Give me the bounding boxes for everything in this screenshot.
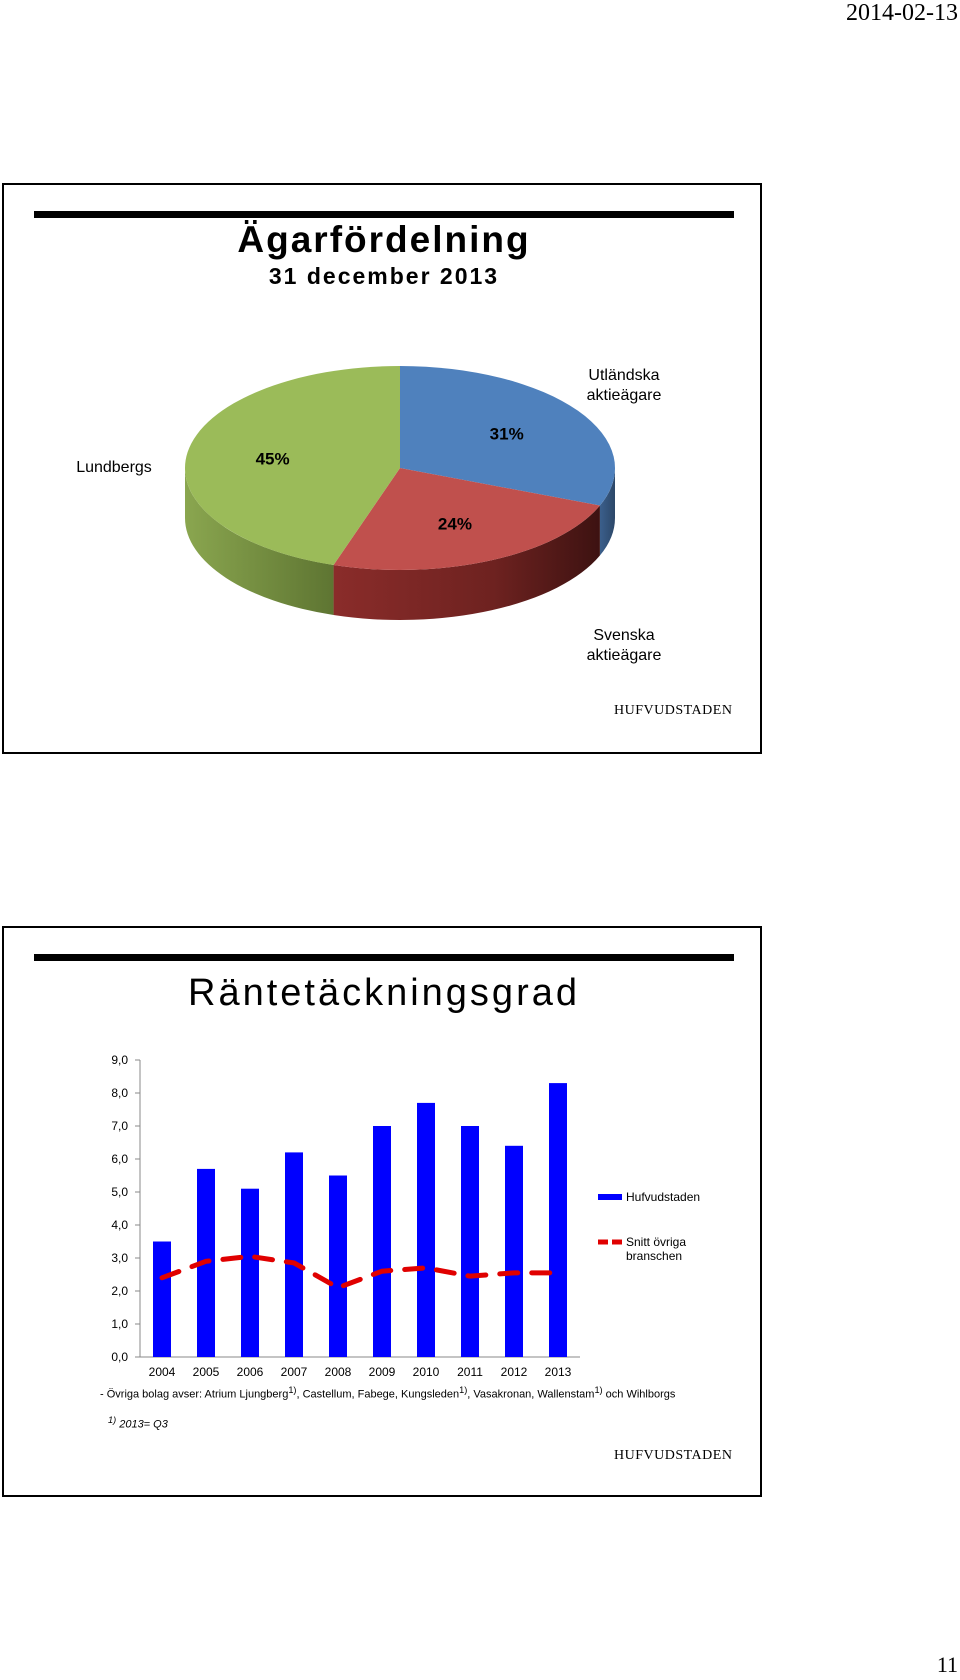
x-tick-label: 2008 (324, 1365, 352, 1379)
bar-hufvudstaden-2011 (461, 1126, 479, 1357)
slice-lundbergs-value-label: 45% (255, 449, 290, 469)
slide-interest-coverage (2, 926, 762, 1497)
x-tick-label: 2011 (457, 1365, 483, 1379)
chart-note: $^{1)}$ 2013= Q3 (108, 1415, 168, 1431)
x-tick-label: 2004 (148, 1365, 176, 1379)
slide-title: Räntetäckningsgrad (188, 972, 580, 1014)
y-tick-label: 1,0 (111, 1317, 128, 1331)
interest-coverage-chart (4, 928, 764, 1499)
slice-foreign-owners-value-label: 31% (489, 424, 524, 444)
legend-swatch-bar (598, 1194, 622, 1200)
y-tick-label: 5,0 (111, 1185, 128, 1199)
chart-average-line (162, 1256, 558, 1287)
line-industry-average (162, 1256, 558, 1287)
slide-title: Ägarfördelning (237, 219, 531, 260)
document-date: 2014-02-13 (846, 0, 958, 26)
pie-slices (185, 366, 615, 570)
bar-hufvudstaden-2013 (549, 1083, 567, 1357)
y-tick-label: 3,0 (111, 1251, 128, 1265)
x-tick-label: 2006 (236, 1365, 264, 1379)
chart-bars (153, 1083, 567, 1357)
legend-industry-average: Snitt övriga branschen (626, 1235, 687, 1263)
label-lundbergs: Lundbergs (76, 459, 152, 476)
slice-swedish-owners-value-label: 24% (437, 514, 472, 534)
x-tick-label: 2012 (500, 1365, 528, 1379)
bar-hufvudstaden-2008 (329, 1176, 347, 1358)
chart-legend-marks (598, 1194, 622, 1242)
legend-hufvudstaden: Hufvudstaden (626, 1190, 701, 1204)
chart-footnote: - Övriga bolag avser: Atrium Ljungberg$^{1)}$, Castellum, Fabege, Kungsleden$^{1)}$, Vasakronan, Wallenstam$^{1)}$ och Wihlborgs (100, 1385, 676, 1401)
bar-hufvudstaden-2010 (417, 1103, 435, 1357)
bar-hufvudstaden-2007 (285, 1152, 303, 1357)
slide-subtitle: 31 december 2013 (268, 263, 500, 289)
bar-hufvudstaden-2006 (241, 1189, 259, 1357)
bar-hufvudstaden-2004 (153, 1242, 171, 1358)
x-tick-label: 2013 (544, 1365, 572, 1379)
y-tick-label: 0,0 (111, 1350, 128, 1364)
bar-hufvudstaden-2009 (373, 1126, 391, 1357)
slide-ownership (2, 183, 762, 754)
x-tick-label: 2005 (192, 1365, 220, 1379)
hufvudstaden-logo: HUFVUDSTADEN (614, 1448, 733, 1463)
label-swedish-owners: Svenska aktieägare (586, 627, 662, 664)
y-tick-label: 2,0 (111, 1284, 128, 1298)
bar-hufvudstaden-2012 (505, 1146, 523, 1357)
x-tick-label: 2010 (412, 1365, 440, 1379)
x-tick-label: 2007 (280, 1365, 308, 1379)
page-number: 11 (936, 1652, 958, 1677)
y-tick-label: 7,0 (111, 1119, 128, 1133)
y-tick-label: 4,0 (111, 1218, 128, 1232)
y-tick-label: 8,0 (111, 1086, 128, 1100)
y-tick-label: 6,0 (111, 1152, 128, 1166)
x-tick-label: 2009 (368, 1365, 396, 1379)
hufvudstaden-logo: HUFVUDSTADEN (614, 703, 733, 718)
label-foreign-owners: Utländska aktieägare (586, 367, 662, 404)
y-tick-label: 9,0 (111, 1053, 128, 1067)
